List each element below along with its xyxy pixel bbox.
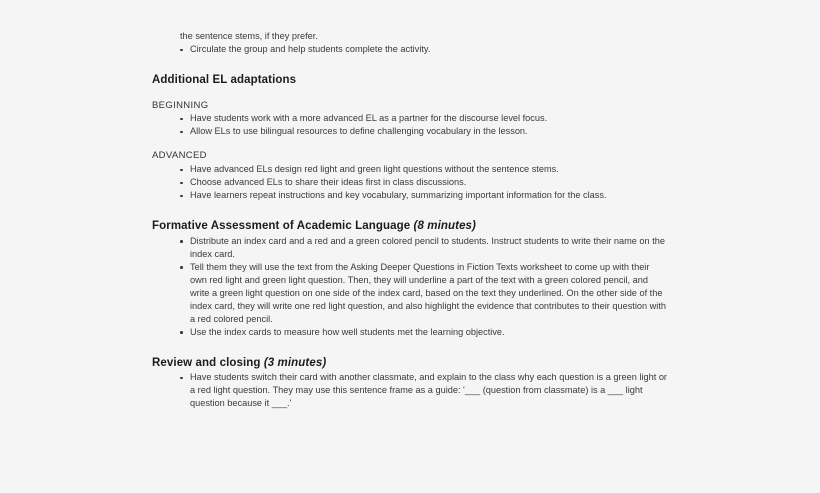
list-item: Have students work with a more advanced EL as a partner for the discourse level focus. <box>180 112 667 125</box>
section-heading-text: Formative Assessment of Academic Language <box>152 220 411 233</box>
review-and-closing-bullet-list <box>152 371 667 410</box>
section-duration: (3 minutes) <box>263 356 327 369</box>
list-item: Allow ELs to use bilingual resources to define challenging vocabulary in the lesson. <box>180 125 667 138</box>
continuation-line: the sentence stems, if they prefer. <box>180 31 318 41</box>
list-item: Circulate the group and help students complete the activity. <box>180 43 667 56</box>
section-heading-text: Review and closing <box>152 356 261 369</box>
document-body <box>152 30 667 410</box>
level-label-beginning: BEGINNING <box>152 99 209 111</box>
list-item: Have students switch their card with another classmate, and explain to the class why each question is a green light or a red light question. They may use this sentence frame as a guide: '___ (question from classmate) is a ___ light question because it ___.' <box>180 371 667 410</box>
list-item: Tell them they will use the text from the Asking Deeper Questions in Fiction Texts worksheet to come up with their own red light and green light question. Then, they will underline a part of the text with a green colored pencil, and write a green light question on one side of the index card, based on the text they underlined. On the other side of the index card, they will write one red light question, and also highlight the evidence that contributes to their question with a red colored pencil. <box>180 261 667 326</box>
level-label-advanced: ADVANCED <box>152 150 207 162</box>
section-heading-text: Additional EL adaptations <box>152 74 297 86</box>
intro-bullet-list <box>152 43 667 56</box>
section-duration: (8 minutes) <box>413 220 476 233</box>
list-item: Have learners repeat instructions and key vocabulary, summarizing important information for the class. <box>180 189 667 202</box>
section-heading-additional-el-adaptations <box>152 73 667 89</box>
list-item: Have advanced ELs design red light and green light questions without the sentence stems. <box>180 163 667 176</box>
list-item: Use the index cards to measure how well students met the learning objective. <box>180 326 667 339</box>
formative-assessment-bullet-list <box>152 235 667 339</box>
advanced-bullet-list <box>152 163 667 202</box>
section-heading-formative-assessment <box>152 219 667 235</box>
section-heading-review-and-closing <box>152 356 667 372</box>
list-item: Distribute an index card and a red and a green colored pencil to students. Instruct students to write their name on the index card. <box>180 235 667 261</box>
beginning-bullet-list <box>152 112 667 138</box>
list-item: Choose advanced ELs to share their ideas first in class discussions. <box>180 176 667 189</box>
